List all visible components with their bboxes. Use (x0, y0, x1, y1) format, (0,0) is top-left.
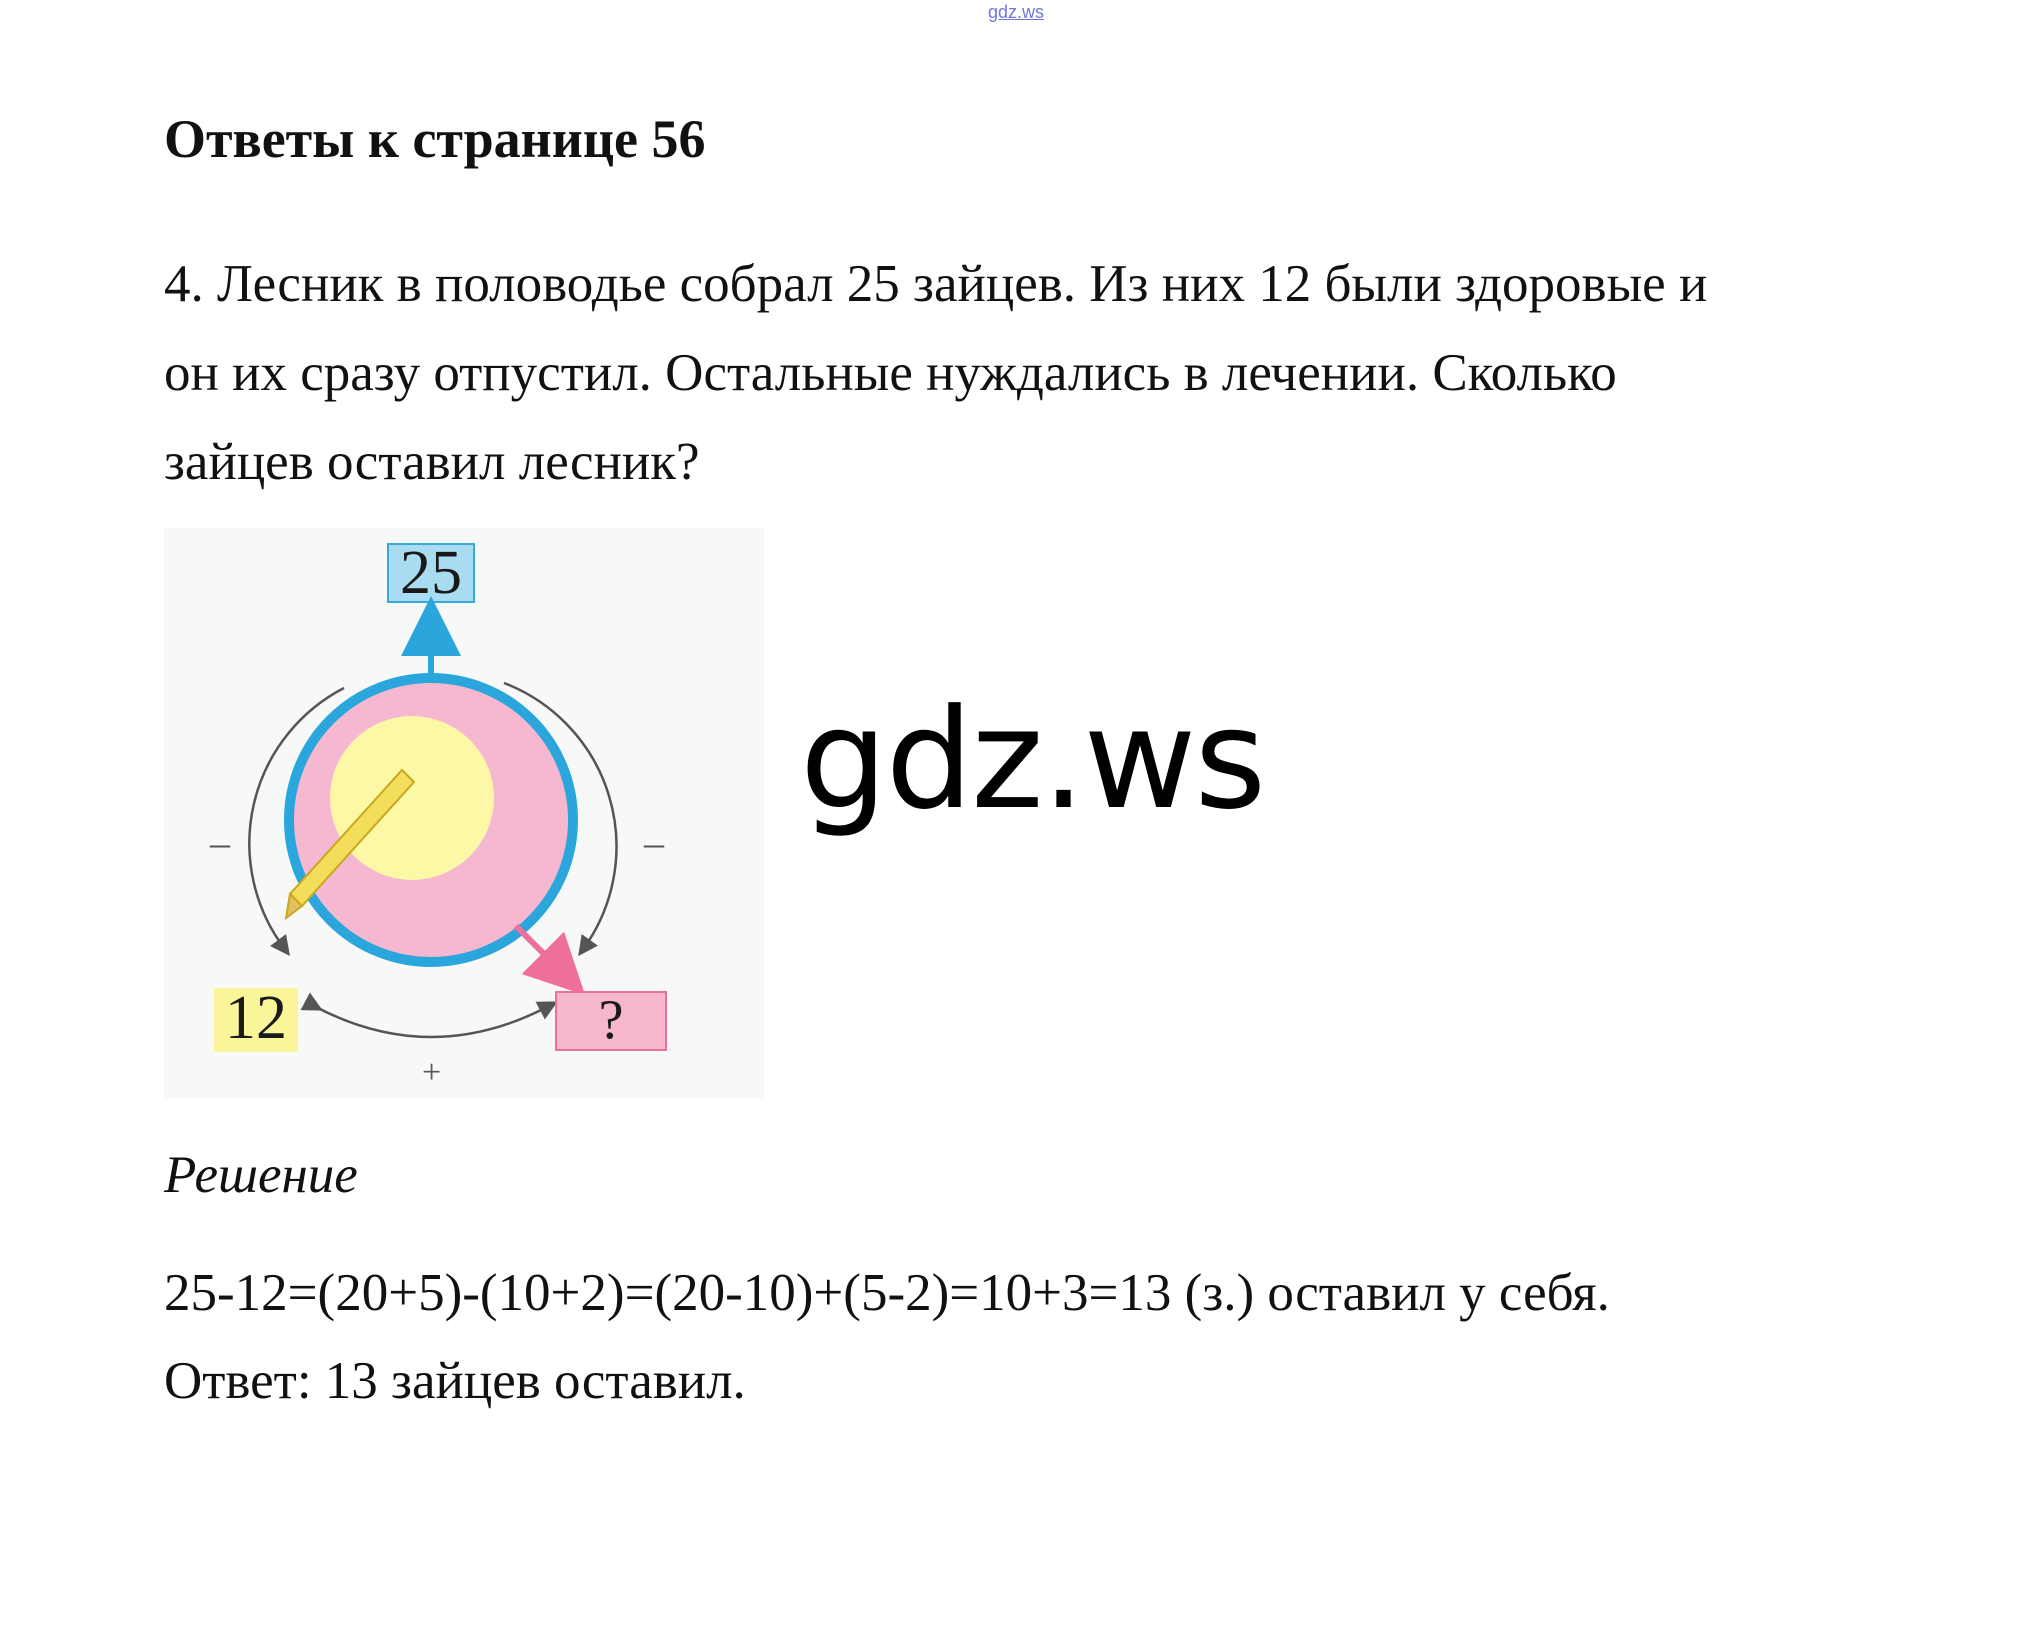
solution-heading: Решение (164, 1146, 358, 1204)
unknown-label: ? (598, 989, 624, 1051)
task-text (164, 240, 1924, 507)
solution-equation: 25-12=(20+5)-(10+2)=(20-10)+(5-2)=10+3=13 (з.) оставил у себя. (164, 1264, 1610, 1322)
site-link[interactable]: gdz.ws (987, 2, 1045, 22)
minus-left: – (210, 820, 230, 865)
part-whole-diagram (164, 528, 764, 1098)
task-line-3: зайцев оставил лесник? (164, 433, 700, 491)
task-line-2: он их сразу отпустил. Остальные нуждались в лечении. Сколько (164, 344, 1617, 402)
minus-right: – (644, 820, 664, 865)
answer-line: Ответ: 13 зайцев оставил. (164, 1352, 746, 1410)
page-title: Ответы к странице 56 (164, 109, 706, 169)
task-line-1: 4. Лесник в половодье собрал 25 зайцев. Из них 12 были здоровые и (164, 255, 1708, 313)
part-label: 12 (225, 984, 287, 1052)
whole-label: 25 (400, 539, 462, 607)
watermark: gdz.ws (800, 679, 1265, 840)
inner-disc (330, 716, 494, 880)
plus-bottom: + (422, 1054, 442, 1091)
